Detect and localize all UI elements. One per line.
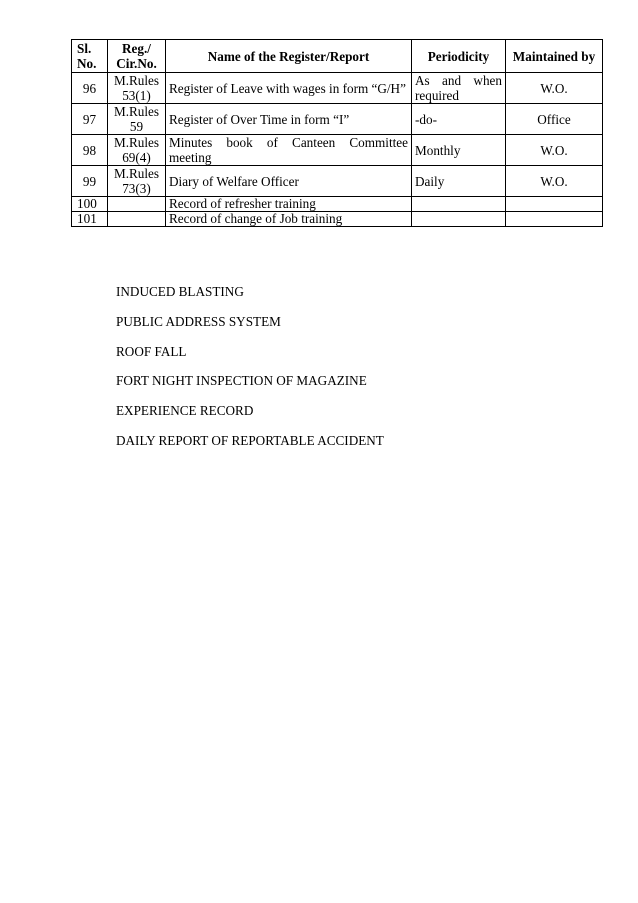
reg-line: 59 [129, 119, 144, 134]
table-row [72, 212, 603, 227]
cell-reg [108, 73, 166, 104]
reg-line: M.Rules [113, 166, 160, 181]
table-row [72, 135, 603, 166]
cell-reg [108, 212, 166, 227]
reg-line: M.Rules [113, 73, 160, 88]
list-item: EXPERIENCE RECORD [116, 403, 254, 419]
cell-periodicity: Daily [412, 166, 506, 197]
table-header-row [72, 40, 603, 73]
periodicity-line: required [415, 88, 459, 103]
header-periodicity: Periodicity [412, 40, 506, 73]
list-item: DAILY REPORT OF REPORTABLE ACCIDENT [116, 432, 384, 448]
cell-periodicity [412, 197, 506, 212]
cell-maintained: W.O. [506, 166, 603, 197]
cell-name: Diary of Welfare Officer [166, 166, 412, 197]
cell-sl: 99 [72, 166, 108, 197]
cell-periodicity [412, 73, 506, 104]
table-row [72, 73, 603, 104]
list-item: INDUCED BLASTING [116, 284, 244, 299]
table-row [72, 197, 603, 212]
cell-sl: 100 [72, 197, 108, 212]
header-maintained-by: Maintained by [506, 40, 603, 73]
cell-sl: 96 [72, 73, 108, 104]
cell-reg [108, 166, 166, 197]
cell-periodicity: Monthly [412, 135, 506, 166]
cell-periodicity [412, 212, 506, 227]
cell-maintained: W.O. [506, 135, 603, 166]
header-reg-cir-no: Reg./ Cir.No. [108, 40, 166, 73]
record-list [116, 283, 384, 462]
table-row [72, 166, 603, 197]
cell-name: Record of change of Job training [166, 212, 412, 227]
cell-maintained [506, 212, 603, 227]
reg-line: 53(1) [122, 88, 151, 103]
list-item: FORT NIGHT INSPECTION OF MAGAZINE [116, 373, 367, 389]
cell-reg [108, 135, 166, 166]
cell-maintained: W.O. [506, 73, 603, 104]
cell-sl: 101 [72, 212, 108, 227]
list-item: PUBLIC ADDRESS SYSTEM [116, 313, 281, 329]
cell-reg [108, 104, 166, 135]
cell-maintained [506, 197, 603, 212]
table-row [72, 104, 603, 135]
name-line: meeting [169, 150, 212, 165]
list-item: ROOF FALL [116, 343, 187, 359]
periodicity-line: As and when [415, 73, 502, 88]
cell-sl: 98 [72, 135, 108, 166]
name-line: Minutes book of Canteen Committee [169, 135, 408, 150]
register-table [71, 39, 603, 227]
header-sl-no: Sl. No. [72, 40, 108, 73]
cell-periodicity: -do- [412, 104, 506, 135]
reg-line: M.Rules [113, 104, 160, 119]
header-register-name: Name of the Register/Report [166, 40, 412, 73]
cell-name: Register of Over Time in form “I” [166, 104, 412, 135]
reg-line: M.Rules [113, 135, 160, 150]
reg-line: 73(3) [122, 181, 151, 196]
cell-reg [108, 197, 166, 212]
cell-sl: 97 [72, 104, 108, 135]
cell-name [166, 135, 412, 166]
cell-name: Register of Leave with wages in form “G/H” [166, 73, 412, 104]
reg-line: 69(4) [122, 150, 151, 165]
cell-name: Record of refresher training [166, 197, 412, 212]
cell-maintained: Office [506, 104, 603, 135]
